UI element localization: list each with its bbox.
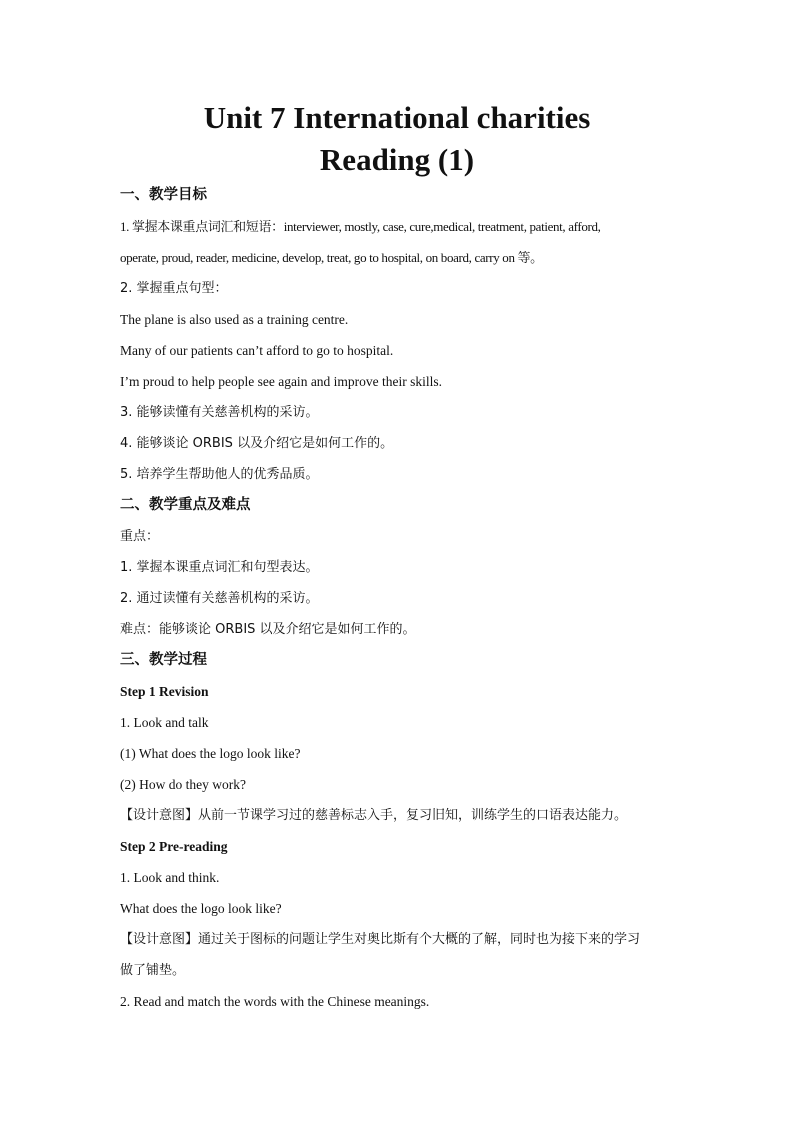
paragraph-line: 2. Read and match the words with the Chinese meanings.	[120, 994, 430, 1009]
paragraph-line: (1) What does the logo look like?	[120, 746, 301, 761]
paragraph-line: 难点：能够谈论 ORBIS 以及介绍它是如何工作的。	[120, 622, 416, 637]
step-heading: Step 2 Pre-reading	[120, 839, 228, 854]
paragraph-line: Many of our patients can’t afford to go to hospital.	[120, 343, 394, 358]
paragraph-line: What does the logo look like?	[120, 901, 282, 916]
paragraph-line: 5. 培养学生帮助他人的优秀品质。	[120, 467, 319, 482]
section-heading: 一、教学目标	[120, 187, 207, 203]
section-heading: 二、教学重点及难点	[120, 497, 251, 513]
paragraph-line: 【设计意图】从前一节课学习过的慈善标志入手，复习旧知，训练学生的口语表达能力。	[120, 808, 628, 823]
paragraph-line: 做了铺垫。	[120, 963, 186, 978]
document-title: Unit 7 International charities	[203, 100, 591, 135]
paragraph-line: 2. 掌握重点句型：	[120, 281, 228, 296]
paragraph-line: 2. 通过读懂有关慈善机构的采访。	[120, 591, 319, 606]
paragraph-line: 1. 掌握本课重点词汇和短语：interviewer, mostly, case, cure,medical, treatment, patient, afford,	[120, 219, 601, 234]
paragraph-line: 1. Look and think.	[120, 870, 220, 885]
paragraph-line: 1. 掌握本课重点词汇和句型表达。	[120, 560, 319, 575]
step-heading: Step 1 Revision	[120, 684, 209, 699]
document-subtitle: Reading (1)	[319, 142, 475, 177]
paragraph-line: 3. 能够读懂有关慈善机构的采访。	[120, 405, 319, 420]
paragraph-line: operate, proud, reader, medicine, develop, treat, go to hospital, on board, carry on 等。	[120, 250, 543, 265]
paragraph-line: 【设计意图】通过关于图标的问题让学生对奥比斯有个大概的了解，同时也为接下来的学习	[120, 932, 641, 947]
document-body	[120, 180, 680, 1017]
paragraph-line: (2) How do they work?	[120, 777, 246, 792]
paragraph-line: 4. 能够谈论 ORBIS 以及介绍它是如何工作的。	[120, 436, 394, 451]
paragraph-line: The plane is also used as a training centre.	[120, 312, 349, 327]
paragraph-line: 1. Look and talk	[120, 715, 209, 730]
paragraph-line: I’m proud to help people see again and improve their skills.	[120, 374, 443, 389]
paragraph-line: 重点：	[120, 529, 160, 544]
section-heading: 三、教学过程	[120, 652, 207, 668]
